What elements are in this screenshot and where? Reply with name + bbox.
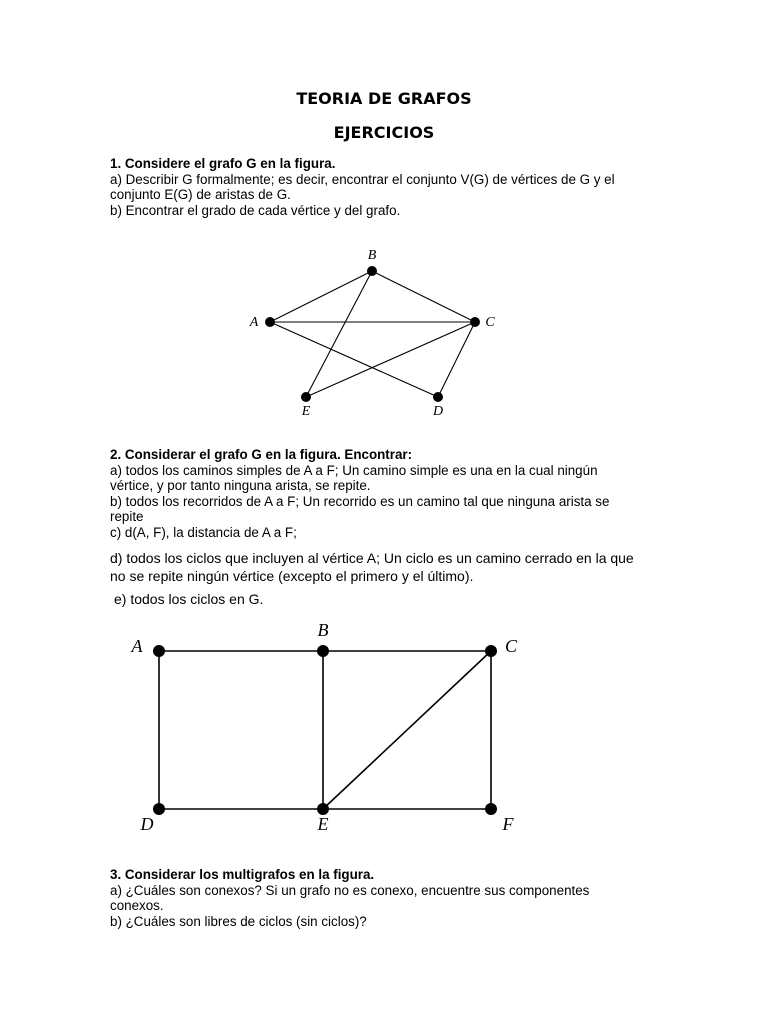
g2-label-c: C xyxy=(504,636,518,657)
question-2-b-line1: b) todos los recorridos de A a F; Un recorrido es un camino tal que ninguna arista se xyxy=(110,493,610,509)
g1-vertex-e xyxy=(301,392,311,402)
g2-vertex-b xyxy=(317,645,329,657)
question-2-a-line2: vértice, y por tanto ninguna arista, se repite. xyxy=(110,478,371,493)
page-title: TEORIA DE GRAFOS xyxy=(296,89,472,108)
question-1 xyxy=(110,156,670,218)
question-2-e xyxy=(114,592,674,608)
graph-1-figure xyxy=(240,245,510,425)
question-2 xyxy=(110,447,670,540)
question-1-a-line1: a) Describir G formalmente; es decir, encontrar el conjunto V(G) de vértices de G y el xyxy=(110,171,615,187)
g1-label-c: C xyxy=(485,315,495,331)
g2-label-a: A xyxy=(131,636,143,657)
question-2-heading: 2. Considerar el grafo G en la figura. Encontrar: xyxy=(110,447,413,462)
graph-2-edges xyxy=(159,651,491,809)
g1-vertex-a xyxy=(265,317,275,327)
page-subtitle: EJERCICIOS xyxy=(333,123,435,142)
g2-label-d: D xyxy=(140,814,154,835)
g1-edge-ab xyxy=(270,271,372,322)
graph-2-vertices xyxy=(153,645,497,815)
question-3-a-line2: conexos. xyxy=(110,898,164,913)
g2-vertex-c xyxy=(485,645,497,657)
g1-edge-ce xyxy=(306,322,475,397)
question-3 xyxy=(110,867,670,929)
question-2-d-line2: no se repite ningún vértice (excepto el primero y el último). xyxy=(110,568,474,584)
question-2-d-line1: d) todos los ciclos que incluyen al vértice A; Un ciclo es un camino cerrado en la que xyxy=(110,550,634,566)
g2-vertex-d xyxy=(153,803,165,815)
g2-label-e: E xyxy=(317,814,329,835)
g1-vertex-c xyxy=(470,317,480,327)
g2-label-f: F xyxy=(502,814,514,835)
g1-edge-cd xyxy=(438,322,475,397)
g1-vertex-d xyxy=(433,392,443,402)
g2-edge-ce xyxy=(323,651,491,809)
question-2-e-line: e) todos los ciclos en G. xyxy=(114,591,264,607)
g1-edge-bc xyxy=(372,271,475,322)
g1-label-e: E xyxy=(301,404,311,420)
question-3-a-line1: a) ¿Cuáles son conexos? Si un grafo no es conexo, encuentre sus componentes xyxy=(110,882,590,898)
question-2-b-line2: repite xyxy=(110,509,144,524)
g1-edge-be xyxy=(306,271,372,397)
question-2-c-line: c) d(A, F), la distancia de A a F; xyxy=(110,524,297,540)
g1-vertex-b xyxy=(367,266,377,276)
g2-vertex-a xyxy=(153,645,165,657)
g1-label-b: B xyxy=(367,248,377,264)
g1-edge-ad xyxy=(270,322,438,397)
g2-label-b: B xyxy=(317,620,329,641)
g1-label-a: A xyxy=(249,315,259,331)
question-2-d xyxy=(110,549,670,585)
question-1-b-line: b) Encontrar el grado de cada vértice y del grafo. xyxy=(110,202,401,218)
g2-vertex-f xyxy=(485,803,497,815)
question-1-heading: 1. Considere el grafo G en la figura. xyxy=(110,156,336,171)
graph-1-edges xyxy=(270,271,475,397)
question-2-a-line1: a) todos los caminos simples de A a F; Un camino simple es una en la cual ningún xyxy=(110,462,598,478)
graph-2-figure xyxy=(125,620,535,845)
g1-label-d: D xyxy=(432,404,444,420)
question-3-b-line: b) ¿Cuáles son libres de ciclos (sin ciclos)? xyxy=(110,913,367,929)
question-3-heading: 3. Considerar los multigrafos en la figura. xyxy=(110,867,375,882)
question-1-a-line2: conjunto E(G) de aristas de G. xyxy=(110,187,291,202)
